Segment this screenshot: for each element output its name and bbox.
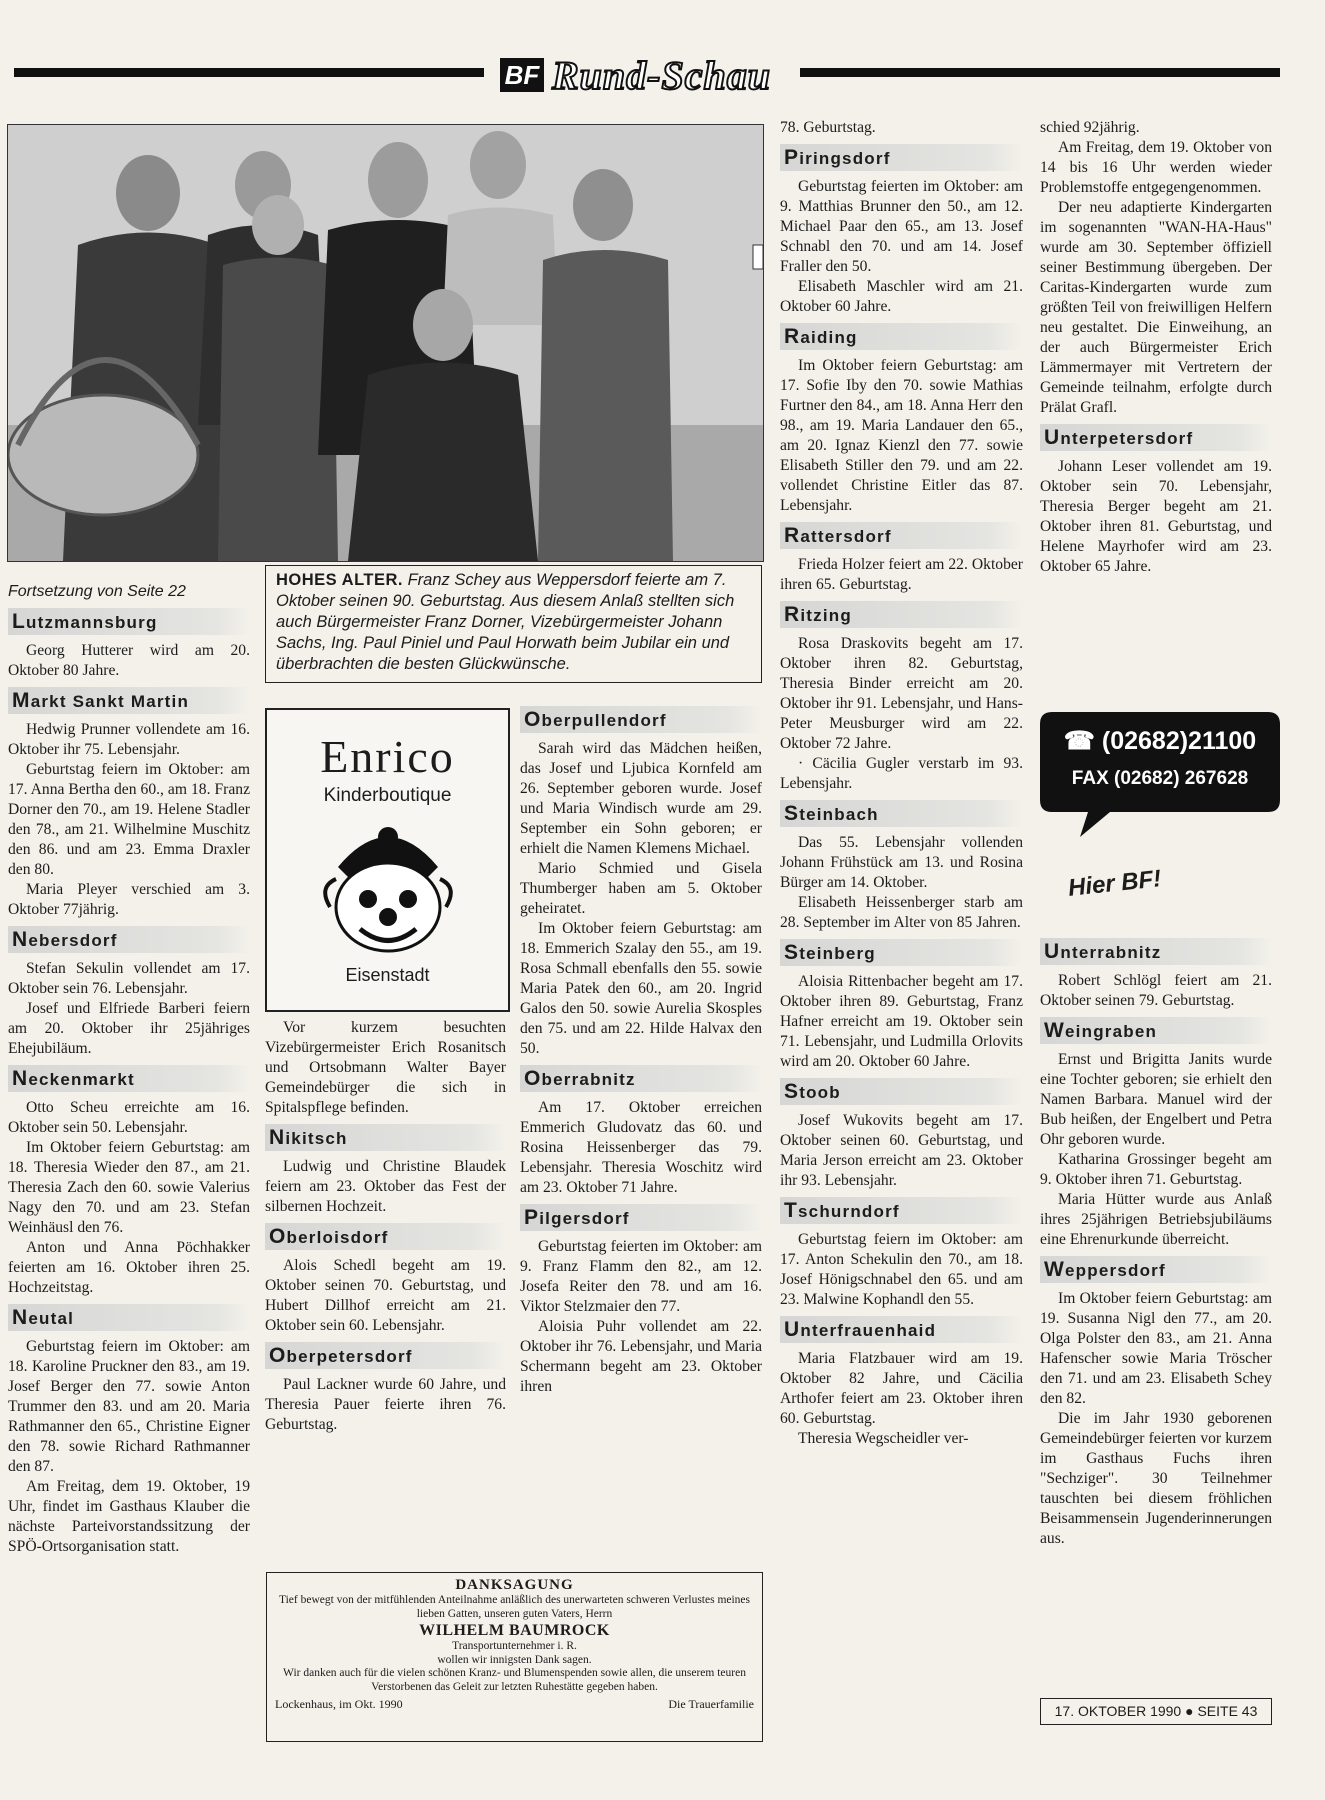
fax-number: FAX (02682) 267628	[1071, 768, 1249, 789]
column-4	[780, 118, 1023, 1449]
photo-caption	[265, 565, 762, 683]
section-paragraph: Ernst und Brigitta Janits wurde eine Tochter geboren; sie erhielt den Namen Barbara. Manuel wird der Bub heißen, der Engelbert und Petra Ohr geboren wurde.	[1040, 1051, 1272, 1148]
section-paragraph: Der neu adaptierte Kindergarten im sogenannten "WAN-HA-Haus" wurde am 30. September öffiziell seiner Bestimmung übergeben. Der Caritas-Kindergarten wurde zum größten Teil von freiwilligen Helfern neu gestaltet. Die Einweihung, an der auch Bürgermeister Erich Lämmermayer mit Vertretern der Gemeinde teilnahm, erfolgte durch Prälat Grafl.	[1040, 199, 1272, 416]
section-heading: Oberrabnitz	[520, 1065, 762, 1092]
section-paragraph: Aloisia Rittenbacher begeht am 17. Oktober ihren 89. Geburtstag, Franz Hafner erreicht am 19. Oktober sein 71. Lebensjahr, und Ludmilla Orlovits wird am 20. Oktober 60 Jahre.	[780, 973, 1023, 1070]
section-heading: Unterpetersdorf	[1040, 424, 1272, 451]
group-photo-icon	[8, 125, 763, 561]
danksagung-line2: wollen wir innigsten Dank sagen.	[437, 1653, 592, 1666]
danksagung-subtitle: Transportunternehmer i. R.	[452, 1640, 577, 1652]
section-paragraph: Geburtstag feierten im Oktober: am 9. Matthias Brunner den 50., am 12. Michael Paar den 65., am 13. Josef Schnabl den 70. und am 14. Josef Fraller den 50.	[780, 178, 1023, 275]
enrico-city: Eisenstadt	[345, 965, 430, 985]
column-3	[520, 700, 762, 1397]
section-paragraph: Im Oktober feiern Geburtstag: am 18. Theresia Wieder den 87., am 21. Theresia Zach den 60. sowie Valerius Nagy den 70. und am 23. Stefan Weinhäusl den 76.	[8, 1139, 250, 1236]
section-paragraph: Das 55. Lebensjahr vollenden Johann Frühstück am 13. und Rosina Bürger am 14. Oktober.	[780, 834, 1023, 891]
enrico-brand: Enrico	[320, 731, 455, 782]
section-paragraph: Geburtstag feiern im Oktober: am 17. Anna Bertha den 60., am 18. Franz Dorner den 70., am 19. Helene Stadler den 78., am 21. Wilhelmine Muschitz den 86. und am 23. Emma Draxler den 80.	[8, 761, 250, 878]
section-paragraph: Maria Flatzbauer wird am 19. Oktober 82 Jahre, und Cäcilia Arthofer feiert am 23. Oktober ihren 60. Geburtstag.	[780, 1350, 1023, 1427]
section-heading: Lutzmannsburg	[8, 608, 250, 635]
caption-text: Franz Schey aus Weppersdorf feierte am 7. Oktober seinen 90. Geburtstag. Aus diesem Anlaß stellten sich auch Bürgermeister Franz Dorner, Vizebürgermeister Johann Sachs, Ing. Paul Piniel und Paul Horwath beim Jubilar ein und überbrachten die besten Glückwünsche.	[276, 571, 735, 673]
section-heading: Stoob	[780, 1078, 1023, 1105]
section-heading: Unterfrauenhaid	[780, 1316, 1023, 1343]
masthead-rule-left	[14, 68, 484, 77]
section-paragraph: Rosa Draskovits begeht am 17. Oktober ihren 82. Geburtstag, Theresia Binder erreicht am 20. Oktober ihr 91. Lebensjahr, und Hans-Peter Meusburger wird am 22. Oktober 72 Jahre.	[780, 635, 1023, 752]
section-paragraph: Katharina Grossinger begeht am 9. Oktober ihren 71. Geburtstag.	[1040, 1151, 1272, 1188]
section-paragraph: Im Oktober feiern Geburtstag: am 18. Emmerich Szalay den 55., am 19. Rosa Schmall ebenfalls den 55. sowie Maria Patek den 60., am 20. Ingrid Galos den 50. sowie Aurelia Skosples den 75. und am 22. Hilde Halvax den 50.	[520, 920, 762, 1057]
section-paragraph: Hedwig Prunner vollendete am 16. Oktober ihr 75. Lebensjahr.	[8, 721, 250, 758]
col3-sections	[520, 706, 762, 1397]
section-heading: Neckenmarkt	[8, 1065, 250, 1092]
fortsetzung-note: Fortsetzung von Seite 22	[8, 583, 186, 600]
col5-sections	[1040, 938, 1272, 1549]
section-paragraph: Paul Lackner wurde 60 Jahre, und Theresia Pauer feierte ihren 76. Geburtstag.	[265, 1376, 506, 1433]
section-heading: Markt Sankt Martin	[8, 687, 250, 714]
page-footer: 17. OKTOBER 1990 ● SEITE 43	[1040, 1698, 1272, 1725]
section-paragraph: Maria Pleyer verschied am 3. Oktober 77jährig.	[8, 881, 250, 918]
section-paragraph: Mario Schmied und Gisela Thumberger haben am 5. Oktober geheiratet.	[520, 860, 762, 917]
section-heading: Steinberg	[780, 939, 1023, 966]
section-heading: Weingraben	[1040, 1017, 1272, 1044]
section-paragraph: Geburtstag feiern im Oktober: am 18. Karoline Pruckner den 83., am 19. Josef Berger den 77. sowie Anton Trummer den 83. und am 20. Maria Rathmanner den 65., Christine Eigner den 78. sowie Richard Rathmanner den 87.	[8, 1338, 250, 1475]
section-paragraph: Im Oktober feiern Geburtstag: am 19. Susanna Nigl den 77., am 20. Olga Polster den 83., am 21. Anna Hafenscher sowie Maria Tröscher den 71. und am 23. Elisabeth Schey den 82.	[1040, 1290, 1272, 1407]
section-heading: Nebersdorf	[8, 926, 250, 953]
col5-sections-top	[1040, 424, 1272, 577]
section-heading: Rattersdorf	[780, 522, 1023, 549]
section-paragraph: Frieda Holzer feiert am 22. Oktober ihren 65. Geburtstag.	[780, 556, 1023, 593]
masthead-rule-right	[800, 68, 1280, 77]
section-heading: Neutal	[8, 1304, 250, 1331]
enrico-subtitle: Kinderboutique	[323, 785, 452, 806]
col4-top: 78. Geburtstag.	[780, 119, 876, 136]
section-paragraph: Stefan Sekulin vollendet am 17. Oktober sein 76. Lebensjahr.	[8, 960, 250, 997]
section-paragraph: Johann Leser vollendet am 19. Oktober sein 70. Lebensjahr, Theresia Berger begeht am 21. Oktober ihren 81. Geburtstag, und Helene Mayrhofer wird am 23. Oktober 65 Jahre.	[1040, 458, 1272, 575]
section-paragraph: · Cäcilia Gugler verstarb im 93. Lebensjahr.	[780, 755, 1023, 792]
masthead-title: Rund-Schau	[552, 53, 771, 98]
section-heading: Pilgersdorf	[520, 1204, 762, 1231]
section-paragraph: Geburtstag feiern im Oktober: am 17. Anton Schekulin den 70., am 18. Josef Hönigschnabel den 65. und am 23. Malwine Kophandl den 55.	[780, 1231, 1023, 1308]
section-paragraph: Sarah wird das Mädchen heißen, das Josef und Ljubica Kornfeld am 26. September geboren wurde. Josef und Maria Windisch wurde am 29. September ein Sohn geboren; er erhielt die Namen Klemens Michael.	[520, 740, 762, 857]
danksagung-title: DANKSAGUNG	[455, 1577, 574, 1593]
section-paragraph: Maria Hütter wurde aus Anlaß ihres 25jährigen Betriebsjubiläums eine Ehrenurkunde überreicht.	[1040, 1191, 1272, 1248]
danksagung-place: Lockenhaus, im Okt. 1990	[275, 1697, 403, 1711]
col2-intro: Vor kurzem besuchten Vizebürgermeister Erich Rosanitsch und Ortsobmann Walter Bayer Gemeindebürger die sich in Spitalspflege befinden.	[265, 1019, 506, 1116]
danksagung-notice	[266, 1572, 763, 1742]
section-heading: Tschurndorf	[780, 1197, 1023, 1224]
section-heading: Oberloisdorf	[265, 1223, 506, 1250]
section-paragraph: Josef und Elfriede Barberi feiern am 20. Oktober ihr 25jähriges Ehejubiläum.	[8, 1000, 250, 1057]
section-paragraph: Josef Wukovits begeht am 17. Oktober seinen 60. Geburtstag, und Maria Jerson erreicht am 23. Oktober ihr 93. Lebensjahr.	[780, 1112, 1023, 1189]
masthead	[500, 52, 790, 98]
section-paragraph: schied 92jährig.	[1040, 119, 1140, 136]
section-paragraph: Am Freitag, dem 19. Oktober, 19 Uhr, findet im Gasthaus Klauber die nächste Parteivorstandssitzung der SPÖ-Ortsorganisation statt.	[8, 1478, 250, 1555]
section-heading: Oberpullendorf	[520, 706, 762, 733]
section-paragraph: Aloisia Puhr vollendet am 22. Oktober ihr 76. Lebensjahr, und Maria Schermann begeht am 23. Oktober ihren	[520, 1318, 762, 1395]
column-2	[265, 1018, 506, 1435]
caption-title: HOHES ALTER.	[276, 571, 404, 589]
section-paragraph: Anton und Anna Pöchhakker feierten am 16. Oktober ihren 25. Hochzeitstag.	[8, 1239, 250, 1296]
section-paragraph: Robert Schlögl feiert am 21. Oktober seinen 79. Geburtstag.	[1040, 972, 1272, 1009]
bf-logo: BF	[500, 58, 544, 92]
section-heading: Steinbach	[780, 800, 1023, 827]
section-paragraph: Otto Scheu erreichte am 16. Oktober sein 50. Lebensjahr.	[8, 1099, 250, 1136]
danksagung-body: Wir danken auch für die vielen schönen Kranz- und Blumenspenden sowie allen, die unserem teuren Verstorbenen das Geleit zur letzten Ruhestätte gegeben haben.	[283, 1667, 746, 1693]
section-paragraph: Theresia Wegscheidler ver-	[798, 1430, 969, 1447]
clown-icon	[308, 817, 468, 957]
section-paragraph: Georg Hutterer wird am 20. Oktober 80 Jahre.	[8, 642, 250, 679]
section-heading: Weppersdorf	[1040, 1256, 1272, 1283]
section-heading: Piringsdorf	[780, 144, 1023, 171]
section-heading: Ritzing	[780, 601, 1023, 628]
section-paragraph: Elisabeth Maschler wird am 21. Oktober 60 Jahre.	[780, 278, 1023, 315]
section-paragraph: Alois Schedl begeht am 19. Oktober seinen 70. Geburtstag, und Hubert Dillhof erreicht am 21. Oktober sein 60. Lebensjahr.	[265, 1257, 506, 1334]
phone-icon: ☎	[1063, 727, 1102, 755]
column-5	[1040, 118, 1272, 577]
col5-top	[1040, 118, 1272, 418]
enrico-ad	[265, 708, 510, 1012]
section-paragraph: Am Freitag, dem 19. Oktober von 14 bis 16 Uhr werden wieder Problemstoffe entgegengenommen.	[1040, 139, 1272, 196]
section-paragraph: Geburtstag feierten im Oktober: am 9. Franz Flamm den 82., am 12. Josefa Reiter den 78. und am 16. Viktor Stelzmaier den 77.	[520, 1238, 762, 1315]
column-5-lower	[1040, 932, 1272, 1549]
section-paragraph: Elisabeth Heissenberger starb am 28. September im Alter von 85 Jahren.	[780, 894, 1023, 931]
section-heading: Unterrabnitz	[1040, 938, 1272, 965]
section-paragraph: Im Oktober feiern Geburtstag: am 17. Sofie Iby den 70. sowie Mathias Furtner den 84., am 18. Anna Herr den 98., am 19. Maria Landauer den 65., am 20. Ignaz Kienzl den 77. sowie Elisabeth Stiller den 79. und am 22. vollendet Christine Eitler das 87. Lebensjahr.	[780, 357, 1023, 514]
section-paragraph: Am 17. Oktober erreichen Emmerich Gludovatz das 60. und Rosina Heissenberger das 79. Lebensjahr. Theresia Woschitz wird am 23. Oktober 71 Jahre.	[520, 1099, 762, 1196]
col1-sections	[8, 608, 250, 1557]
section-heading: Nikitsch	[265, 1124, 506, 1151]
col4-sections	[780, 144, 1023, 1449]
danksagung-name: WILHELM BAUMROCK	[419, 1622, 610, 1639]
group-photo	[7, 124, 764, 562]
column-1	[8, 582, 250, 1557]
section-paragraph: Ludwig und Christine Blaudek feiern am 23. Oktober das Fest der silbernen Hochzeit.	[265, 1158, 506, 1215]
phone-number: (02682)21100	[1101, 727, 1257, 755]
section-heading: Raiding	[780, 323, 1023, 350]
phone-box	[1040, 712, 1280, 842]
section-heading: Oberpetersdorf	[265, 1342, 506, 1369]
danksagung-intro: Tief bewegt von der mitfühlenden Anteilnahme anläßlich des unerwarteten schweren Verlustes meines lieben Gatten, unseren guten Vaters, Herrn	[278, 1594, 751, 1620]
danksagung-sign: Die Trauerfamilie	[668, 1697, 754, 1711]
hier-bf-tag: Hier BF!	[1066, 865, 1163, 902]
col2-sections	[265, 1124, 506, 1435]
section-paragraph: Die im Jahr 1930 geborenen Gemeindebürger feierten vor kurzem im Gasthaus Fuchs ihren "Sechziger". 30 Teilnehmer tauschten bei diesem fröhlichen Beisammensein Jugenderinnerungen aus.	[1040, 1410, 1272, 1547]
